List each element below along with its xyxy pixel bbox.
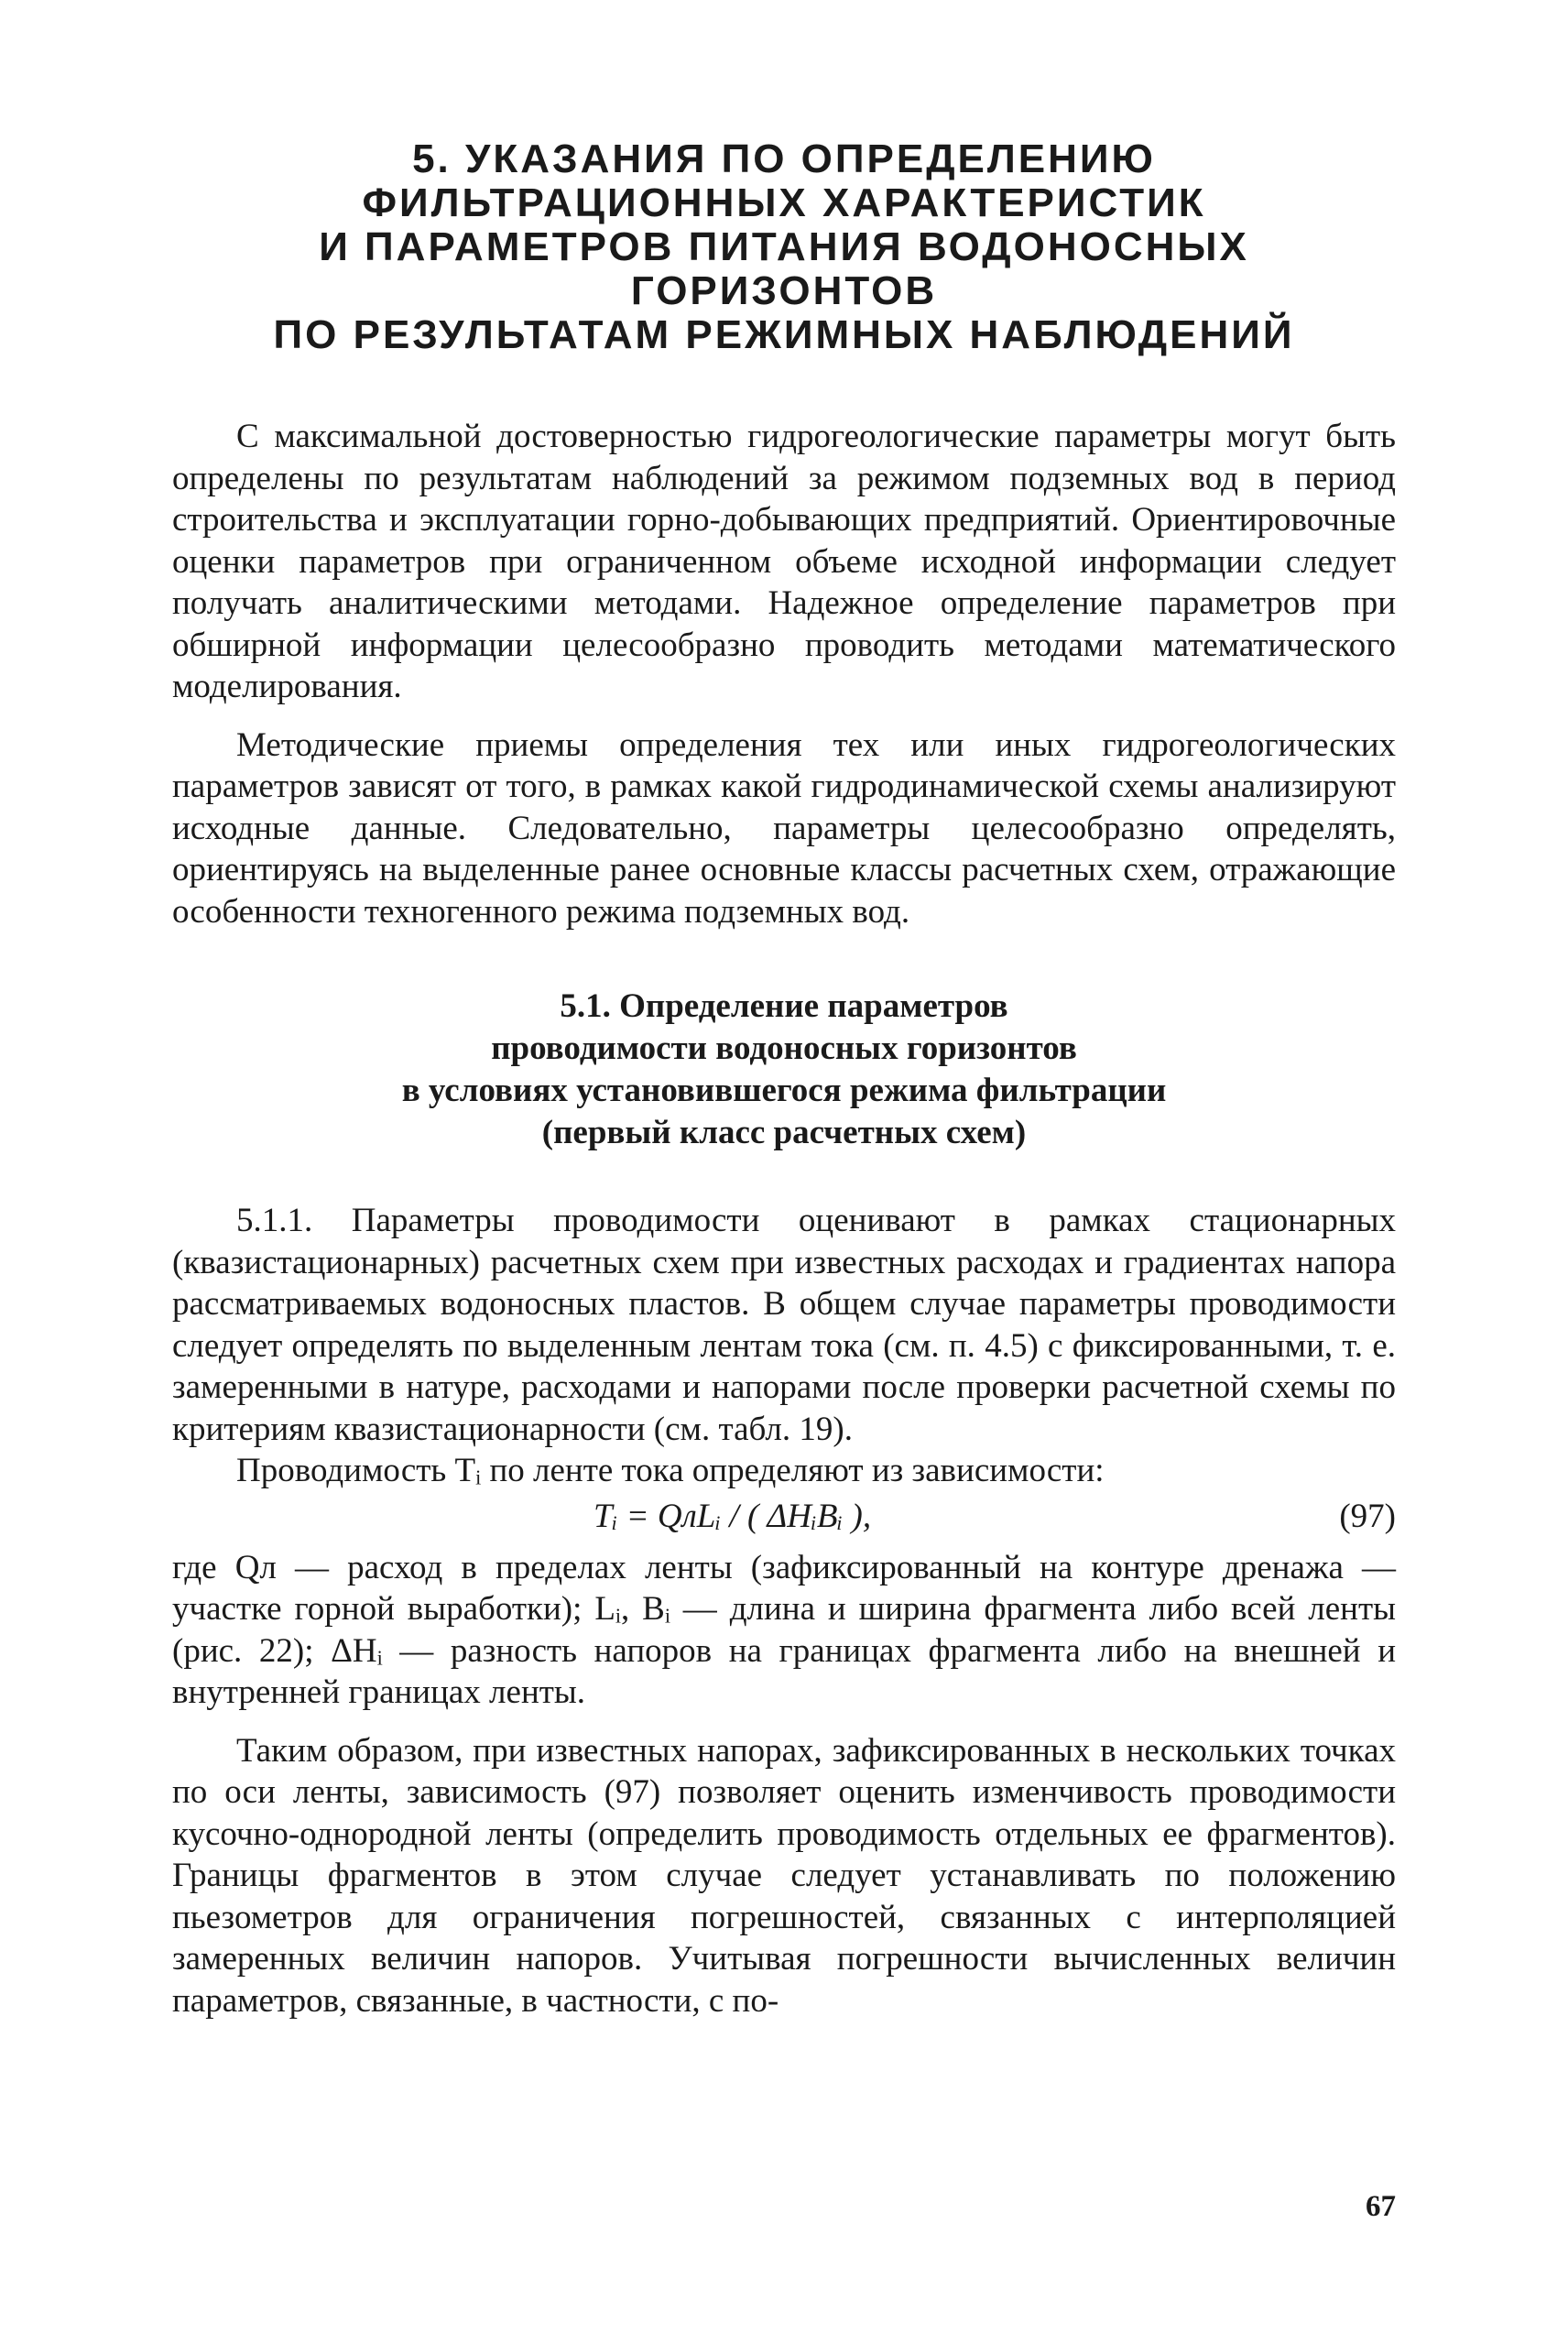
section-paragraph-1: 5.1.1. Параметры проводимости оценивают в рамках стационарных (квазистационарных) расчетных схем при известных расходах и градиентах напора рассматриваемых водоносных пластов. В общем случае параметры проводимости следует определять по выделенным лентам тока (см. п. 4.5) с фиксированными, т. е. замеренными в натуре, расходами и напорами после проверки расчетной схемы по критериям квазистационарности (см. табл. 19). [172,1202,1396,1448]
equation-97 [172,1494,1396,1542]
section-title-line: 5.1. Определение параметров [560,987,1008,1025]
page-number: 67 [1366,2190,1396,2223]
equation-number: (97) [1339,1497,1396,1535]
intro-paragraph-1: С максимальной достоверностью гидрогеологические параметры могут быть определены по результатам наблюдений за режимом подземных вод в период строительства и эксплуатации горно-добывающих предприятий. Ориентировочные оценки параметров при ограниченном объеме исходной информации следует получать аналитическими методами. Надежное определение параметров при обширной информации целесообразно проводить методами математического моделирования. [172,418,1396,705]
chapter-title-line: 5. УКАЗАНИЯ ПО ОПРЕДЕЛЕНИЮ [412,136,1156,181]
intro-paragraph-2: Методические приемы определения тех или иных гидрогеологических параметров зависят от того, в рамках какой гидродинамической схемы анализируют исходные данные. Следовательно, параметры целесообразно определять, ориентируясь на выделенные ранее основные классы расчетных схем, отражающие особенности техногенного режима подземных вод. [172,725,1396,931]
section-title-line: проводимости водоносных горизонтов [491,1030,1077,1067]
document-page [172,137,1396,2244]
section-title [172,986,1396,1154]
equation-formula: Tᵢ = QлLᵢ / ( ΔHᵢBᵢ ), [593,1497,872,1535]
section-paragraph-2: Проводимость Tᵢ по ленте тока определяют из зависимости: [236,1452,1105,1489]
chapter-title [172,137,1396,357]
chapter-title-line: ПО РЕЗУЛЬТАТАМ РЕЖИМНЫХ НАБЛЮДЕНИЙ [273,312,1295,357]
chapter-title-line: ФИЛЬТРАЦИОННЫХ ХАРАКТЕРИСТИК [362,180,1206,225]
section-title-line: в условиях установившегося режима фильтрации [401,1072,1167,1109]
section-paragraph-3: где Qл — расход в пределах ленты (зафиксированный на контуре дренажа — участке горной выработки); Lᵢ, Bᵢ — длина и ширина фрагмента либо всей ленты (рис. 22); ΔHᵢ — разность напоров на границах фрагмента либо на внешней и внутренней границах ленты. [172,1548,1396,1711]
chapter-title-line: И ПАРАМЕТРОВ ПИТАНИЯ ВОДОНОСНЫХ ГОРИЗОНТОВ [319,224,1249,313]
section-title-line: (первый класс расчетных схем) [541,1114,1027,1151]
section-paragraph-4: Таким образом, при известных напорах, зафиксированных в нескольких точках по оси ленты, зависимость (97) позволяет оценить изменчивость проводимости кусочно-однородной ленты (определить проводимость отдельных ее фрагментов). Границы фрагментов в этом случае следует устанавливать по положению пьезометров для ограничения погрешностей, связанных с интерполяцией замеренных величин напоров. Учитывая погрешности вычисленных величин параметров, связанные, в частности, с по- [172,1731,1396,2020]
